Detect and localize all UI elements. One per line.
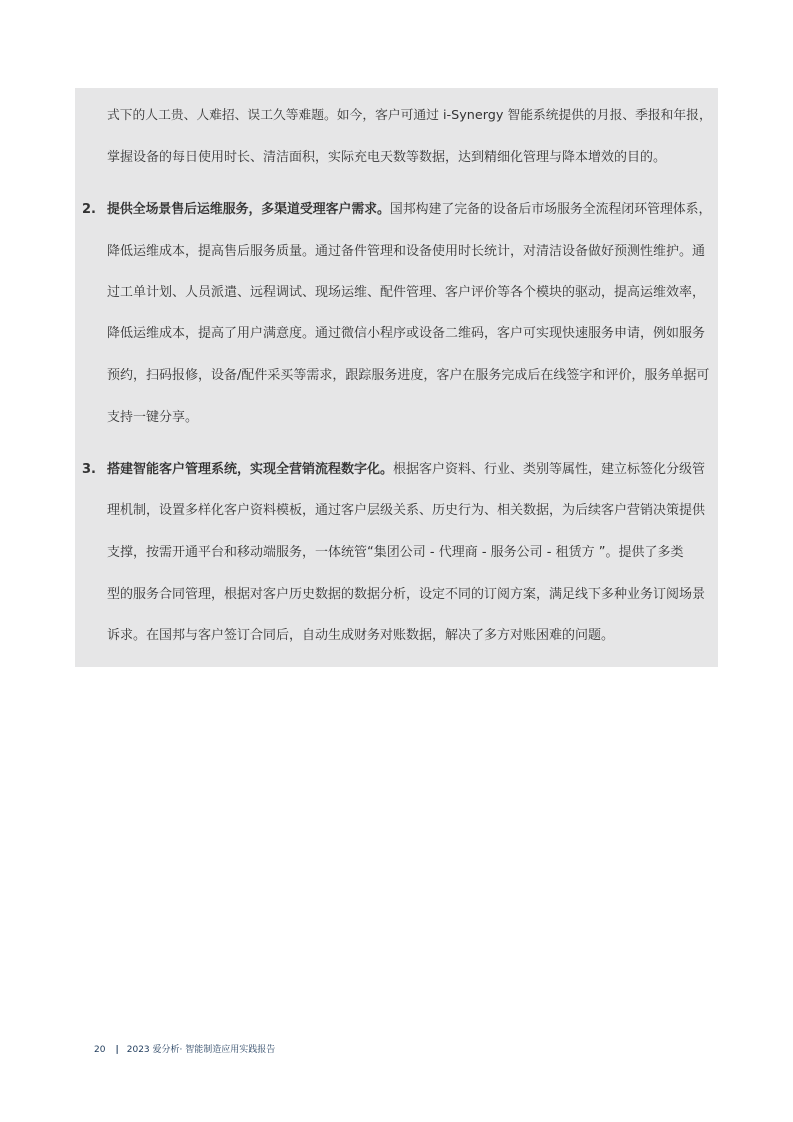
item-2-line-3: 过工单计划、人员派遣、远程调试、现场运维、配件管理、客户评价等各个模块的驱动，提高运维效率， [107,285,706,300]
item-2-line-6: 支持一键分享。 [107,410,199,425]
item-3-heading: 搭建智能客户管理系统，实现全营销流程数字化。 [107,462,394,477]
item-2-first-rest: 国邦构建了完备的设备后市场服务全流程闭环管理体系， [389,202,712,217]
intro-line-1: 式下的人工贵、人难招、误工久等难题。如今，客户可通过 i-Synergy 智能系统提供的月报、季报和年报， [107,108,712,123]
footer-separator: | [115,1045,119,1055]
item-3-line-2: 理机制，设置多样化客户资料模板，通过客户层级关系、历史行为、相关数据，为后续客户营销决策提供 [107,503,706,518]
page-number: 20 [94,1045,106,1055]
item-3-line-4: 型的服务合同管理，根据对客户历史数据的数据分析，设定不同的订阅方案，满足线下多种业务订阅场景 [107,587,706,602]
item-2-line-2: 降低运维成本，提高售后服务质量。通过备件管理和设备使用时长统计，对清洁设备做好预测性维护。通 [107,244,706,259]
item-2-heading: 提供全场景售后运维服务，多渠道受理客户需求。 [107,202,390,217]
report-title: 2023 爱分析· 智能制造应用实践报告 [126,1045,276,1055]
item-3-line-5: 诉求。在国邦与客户签订合同后，自动生成财务对账数据，解决了多方对账困难的问题。 [107,628,615,643]
intro-line-2: 掌握设备的每日使用时长、清洁面积，实际充电天数等数据，达到精细化管理与降本增效的目的。 [107,150,667,165]
item-2-line-5: 预约，扫码报修，设备/配件采买等需求，跟踪服务进度，客户在服务完成后在线签字和评价，服务单据可 [107,368,710,383]
item-3-first-rest: 根据客户资料、行业、类别等属性，建立标签化分级管 [393,462,706,477]
item-2-number: 2. [82,202,96,217]
item-2-line-4: 降低运维成本，提高了用户满意度。通过微信小程序或设备二维码，客户可实现快速服务申请，例如服务 [107,326,706,341]
item-3-line-3: 支撑，按需开通平台和移动端服务，一体统管“集团公司 - 代理商 - 服务公司 - 租赁方 ”。提供了多类 [107,545,684,560]
item-2-line-1 [107,200,711,220]
page-footer [94,1043,275,1057]
item-3-number: 3. [82,462,96,477]
item-3-line-1 [107,460,705,480]
